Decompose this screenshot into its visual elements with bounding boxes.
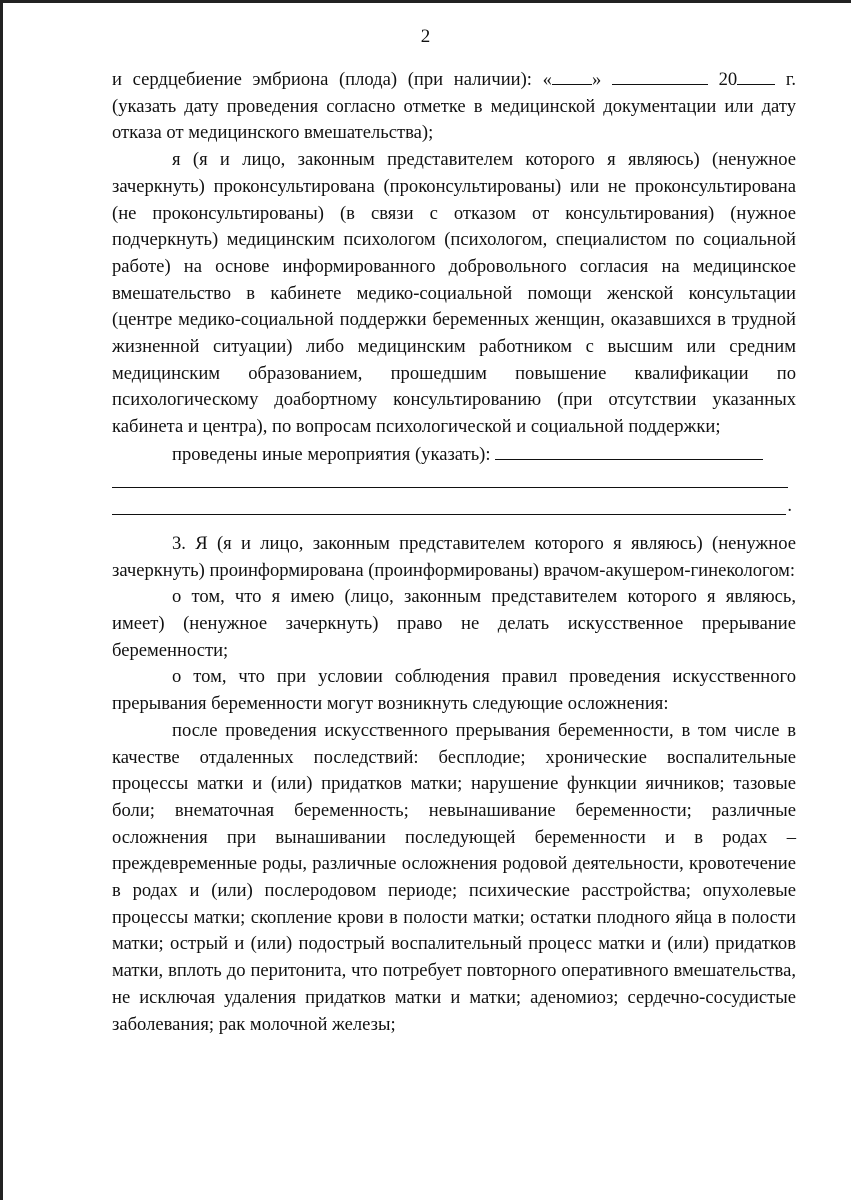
right-to-refuse-paragraph: о том, что я имею (лицо, законным представителем которого я являюсь, имеет) (ненужное зачеркнуть) право не делать искусственное прерывание беременности; [112, 586, 796, 661]
day-blank [552, 66, 592, 85]
document-body [112, 66, 796, 1038]
page-number: 2 [420, 26, 431, 47]
date-line: и сердцебиение эмбриона (плода) (при наличии): « » 20 г. (указать дату проведения согласно отметке в медицинской документации или дату отказа от медицинского вмешательства); [112, 66, 796, 147]
section-3-heading: 3. Я (я и лицо, законным представителем которого я являюсь) (ненужное зачеркнуть) проинформирована (проинформированы) врачом-акушером-гинекологом: [112, 532, 796, 581]
other-measures-blank-line-2: . [112, 495, 796, 522]
year-blank [737, 66, 775, 85]
other-measures-blank [495, 441, 763, 460]
complications-intro-paragraph: о том, что при условии соблюдения правил проведения искусственного прерывания беременности могут возникнуть следующие осложнения: [112, 666, 796, 715]
scan-edge-top [0, 0, 851, 3]
other-measures-line: проведены иные мероприятия (указать): [112, 441, 796, 469]
month-blank [612, 66, 708, 85]
other-measures-blank-line-1 [112, 469, 796, 496]
complications-list-paragraph: после проведения искусственного прерывания беременности, в том числе в качестве отдаленных последствий: бесплодие; хронические воспалительные процессы матки и (или) придатков матки; нарушение функции яичников; тазовые боли; внематочная беременность; невынашивание беременности; различные осложнения при вынашивании последующей беременности и в родах – преждевременные роды, различные осложнения родовой деятельности, кровотечение в родах и (или) послеродовом периоде; психические расстройства; опухолевые процессы матки; скопление крови в полости матки; остатки плодного яйца в полости матки; острый и (или) подострый воспалительный процесс матки и (или) придатков матки, вплоть до перитонита, что потребует повторного оперативного вмешательства, не исключая удаления придатков матки и матки; аденомиоз; сердечно-сосудистые заболевания; рак молочной железы; [112, 719, 796, 1035]
consultation-paragraph: я (я и лицо, законным представителем которого я являюсь) (ненужное зачеркнуть) проконсультирована (проконсультированы) или не проконсультирована (не проконсультированы) (в связи с отказом от консультирования) (нужное подчеркнуть) медицинским психологом (психологом, специалистом по социальной работе) на основе информированного добровольного согласия на медицинское вмешательство в кабинете медико-социальной помощи женской консультации (центре медико-социальной поддержки беременных женщин, оказавшихся в трудной жизненной ситуации) либо медицинским работником с высшим или средним медицинским образованием, прошедшим повышение квалификации по психологическому доабортному консультированию (при отсутствии указанных кабинета и центра), по вопросам психологической и социальной поддержки; [112, 149, 796, 438]
scan-edge-left [0, 0, 3, 1200]
